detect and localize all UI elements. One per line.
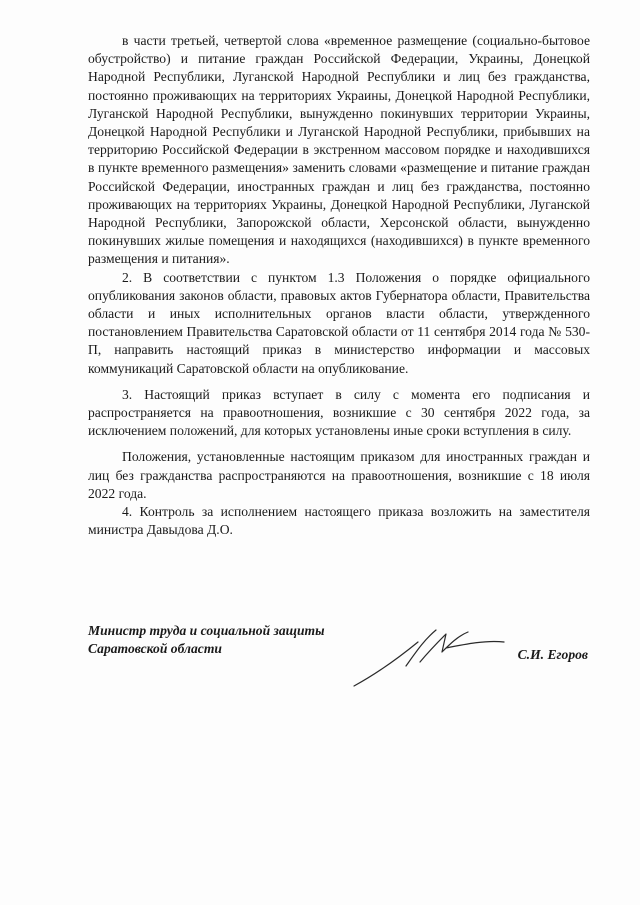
signatory-title-line-1: Министр труда и социальной защиты bbox=[88, 623, 325, 638]
handwritten-signature-icon bbox=[346, 622, 506, 692]
signature-block bbox=[88, 622, 590, 692]
signatory-title-line-2: Саратовской области bbox=[88, 641, 222, 656]
paragraph-item-2: 2. В соответствии с пунктом 1.3 Положения о порядке официального опубликования законов области, правовых актов Губернатора области, Правительства области и иных исполнительных органов власти области, утвержденного постановлением Правительства Саратовской области от 11 сентября 2014 года № 530-П, направить настоящий приказ в министерство информации и массовых коммуникаций Саратовской области на опубликование. bbox=[88, 269, 590, 376]
document-body bbox=[88, 32, 590, 539]
paragraph-amendment-text: в части третьей, четвертой слова «временное размещение (социально-бытовое обустройство) и питание граждан Российской Федерации, Украины, Донецкой Народной Республики, Луганской Народной Республики и лиц без гражданства, постоянно проживающих на территориях Украины, Донецкой Народной Республики, Луганской Народной Республики, вынужденно покинувших территории Украины, Донецкой Народной Республики и Луганской Народной Республики, прибывших на территорию Российской Федерации в экстренном массовом порядке и находившихся в пункте временного размещения» заменить словами «размещение и питание граждан Российской Федерации, иностранных граждан и лиц без гражданства, постоянно проживающих на территориях Украины, Донецкой Народной Республики, Луганской Народной Республики, Запорожской области, Херсонской области, вынужденно покинувших жилые помещения и находящихся (находившихся) в пункте временного размещения и питания». bbox=[88, 33, 590, 267]
paragraph-provisions: Положения, установленные настоящим приказом для иностранных граждан и лиц без гражданства распространяются на правоотношения, возникшие с 18 июля 2022 года. bbox=[88, 449, 590, 501]
signatory-title bbox=[88, 622, 325, 658]
paragraph-item-3: 3. Настоящий приказ вступает в силу с момента его подписания и распространяется на правоотношения, возникшие с 30 сентября 2022 года, за исключением положений, для которых установлены иные сроки вступления в силу. bbox=[88, 386, 590, 439]
signatory-name: С.И. Егоров bbox=[517, 647, 588, 662]
paragraph-item-4: 4. Контроль за исполнением настоящего приказа возложить на заместителя министра Давыдова Д.О. bbox=[88, 504, 590, 538]
